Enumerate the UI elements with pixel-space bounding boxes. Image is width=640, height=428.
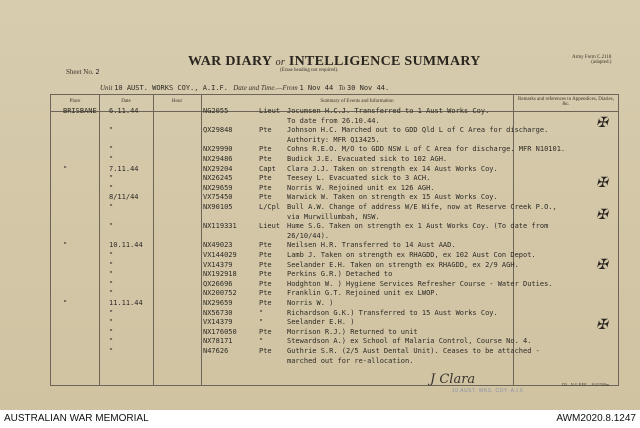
row-rank: Pte — [259, 270, 272, 279]
row-service-number: VX14379 — [203, 260, 233, 269]
row-date: " — [109, 279, 114, 288]
row-date: " — [109, 327, 114, 336]
row-service-number: NG2055 — [203, 107, 229, 115]
table-row — [51, 212, 618, 222]
row-rank: Lieut — [259, 107, 281, 115]
row-service-number: NX26245 — [203, 174, 233, 183]
table-row — [51, 135, 618, 145]
table-row — [51, 116, 618, 126]
unit-label: Unit — [100, 84, 113, 92]
unit-stamp: 10 AUST. WKS. COY. A.I.F. — [452, 388, 525, 394]
table-row — [51, 183, 618, 193]
row-service-number: NX29659 — [203, 299, 233, 307]
row-summary: Johnson H.C. Marched out to GDD Qld L of C Area for discharge. — [287, 126, 549, 135]
row-date: " — [109, 126, 114, 135]
table-row — [51, 269, 618, 279]
table-row — [51, 346, 618, 356]
row-rank: Pte — [259, 126, 272, 135]
row-date: 11.11.44 — [109, 299, 143, 307]
col-header-date: Date — [121, 99, 131, 104]
row-rank: Pte — [259, 327, 272, 336]
row-service-number: N47626 — [203, 347, 229, 355]
table-row — [51, 327, 618, 337]
signature: J Clara — [430, 372, 476, 387]
row-date: 10.11.44 — [109, 241, 143, 250]
row-summary: Teesey L. Evacuated sick to 3 ACH. — [287, 174, 431, 183]
table-row — [51, 173, 618, 183]
table-row — [51, 336, 618, 346]
table-row — [51, 308, 618, 318]
row-service-number: NX192918 — [203, 270, 237, 279]
remarks-initial-mark: ✠ — [596, 317, 608, 333]
row-service-number: NX78171 — [203, 337, 233, 346]
table-row — [51, 164, 618, 174]
row-summary: Cohns R.E.O. M/O to GDD NSW L of C Area for discharge. MFR N10101. — [287, 145, 566, 154]
row-date: " — [109, 174, 114, 183]
row-place: " — [63, 299, 68, 307]
remarks-initial-mark: ✠ — [596, 207, 608, 223]
row-rank: Pte — [259, 299, 272, 307]
unit-value: 10 AUST. WORKS COY., A.I.F. — [114, 84, 228, 92]
title-or: or — [275, 57, 286, 68]
row-date: " — [109, 337, 114, 346]
date-from-label: Date and Time.—From — [233, 84, 298, 92]
table-row — [51, 298, 618, 308]
row-date: 6.11.44 — [109, 107, 139, 115]
row-service-number: NX29990 — [203, 145, 233, 154]
row-rank: Lieut — [259, 222, 281, 231]
row-date: 8/11/44 — [109, 193, 139, 202]
table-row — [51, 356, 618, 366]
row-rank: Pte — [259, 241, 272, 250]
row-summary: To date from 26.10.44. — [287, 116, 380, 125]
row-summary: Seelander E.H. Taken on strength ex RHAGDD, ex 2/9 AGH. — [287, 260, 519, 269]
row-rank: Pte — [259, 251, 272, 259]
row-summary: Jocumsen H.C.J. Transferred to 1 Aust Works Coy. — [287, 107, 490, 115]
row-rank: Pte — [259, 174, 272, 183]
table-row — [51, 202, 618, 212]
army-form-sub: (adapted.) — [591, 60, 612, 65]
col-header-place: Place — [69, 99, 81, 104]
row-rank: Pte — [259, 145, 272, 154]
row-date: " — [109, 222, 114, 231]
row-place: " — [63, 164, 68, 173]
row-date: 7.11.44 — [109, 164, 139, 173]
table-row — [51, 250, 618, 260]
row-service-number: VX14379 — [203, 318, 233, 327]
row-summary: Franklin G.T. Rejoined unit ex LWOP. — [287, 289, 439, 298]
row-rank: Pte — [259, 155, 272, 163]
diary-table — [50, 94, 619, 386]
row-date: " — [109, 183, 114, 192]
row-summary: Hume S.G. Taken on strength ex 1 Aust Works Coy. (To date from — [287, 222, 549, 231]
erase-note: (Erase heading not required). — [280, 68, 339, 73]
row-summary: Morrison R.J.) Returned to unit — [287, 327, 418, 336]
row-service-number: QX26696 — [203, 279, 233, 288]
row-summary: Perkins G.R.) Detached to — [287, 270, 393, 279]
row-date: " — [109, 260, 114, 269]
row-summary: Guthrie S.R. (2/5 Aust Dental Unit). Ceases to be attached - — [287, 347, 540, 355]
row-rank: " — [259, 318, 264, 327]
remarks-initial-mark: ✠ — [596, 115, 608, 131]
row-place: " — [63, 241, 68, 250]
table-row — [51, 231, 618, 241]
table-row — [51, 106, 618, 116]
row-rank: Pte — [259, 183, 272, 192]
date-to-value: 30 Nov 44. — [346, 84, 390, 92]
table-row — [51, 317, 618, 327]
row-summary: Hodghton W. ) Hygiene Services Refresher Course - Water Duties. — [287, 279, 553, 288]
unit-date-line — [100, 84, 389, 92]
row-date: " — [109, 155, 114, 163]
sheet-number — [66, 68, 100, 76]
row-summary: Budick J.E. Evacuated sick to 102 AGH. — [287, 155, 448, 163]
row-date: " — [109, 145, 114, 154]
row-summary: Stewardson A.) ex School of Malaria Control, Course No. 4. — [287, 337, 532, 346]
printer-note: D3—N.G.P.P.E.—8/42/500m. — [562, 382, 611, 387]
date-to-label: To — [338, 84, 346, 92]
row-summary: 26/10/44). — [287, 231, 330, 240]
row-date: " — [109, 308, 114, 317]
row-summary: Richardson G.K.) Transferred to 15 Aust Works Coy. — [287, 308, 498, 317]
row-summary: Lamb J. Taken on strength ex RHAGDD, ex 102 Aust Con Depot. — [287, 251, 536, 259]
row-service-number: NX176050 — [203, 327, 237, 336]
row-summary: Clara J.J. Taken on strength ex 14 Aust Works Coy. — [287, 164, 498, 173]
row-date: " — [109, 347, 114, 355]
row-service-number: NX29659 — [203, 183, 233, 192]
row-service-number: VX75450 — [203, 193, 233, 202]
row-rank: L/Cpl — [259, 203, 281, 211]
row-summary: marched out for re-allocation. — [287, 356, 414, 365]
row-service-number: NX90105 — [203, 203, 233, 211]
row-summary: Warwick W. Taken on strength ex 15 Aust Works Coy. — [287, 193, 498, 202]
col-header-remarks: Remarks and references to Appendices, Diaries, &c. — [518, 97, 614, 107]
row-summary: Bull A.W. Change of address W/E Wife, now at Reserve Creek P.O., — [287, 203, 557, 211]
caption-source: AUSTRALIAN WAR MEMORIAL — [4, 413, 149, 424]
title-war-diary: WAR DIARY — [188, 54, 272, 69]
date-from-value: 1 Nov 44 — [299, 84, 334, 92]
row-rank: Pte — [259, 279, 272, 288]
row-date: " — [109, 270, 114, 279]
row-rank: Capt — [259, 164, 276, 173]
col-header-summary: Summary of Events and Information — [320, 99, 394, 104]
row-summary: Authority: MFR Q13425. — [287, 135, 380, 144]
army-form-number: Army Form C.2118 — [572, 55, 612, 60]
table-row — [51, 144, 618, 154]
table-row — [51, 260, 618, 270]
army-form-label — [572, 55, 611, 65]
sheet-no-value: 2 — [95, 68, 100, 76]
row-service-number: NX200752 — [203, 289, 237, 298]
row-service-number: NX49023 — [203, 241, 233, 250]
table-row — [51, 192, 618, 202]
row-date: " — [109, 318, 114, 327]
row-rank: " — [259, 337, 264, 346]
row-summary: Seelander E.H. ) — [287, 318, 355, 327]
row-rank: Pte — [259, 193, 272, 202]
table-row — [51, 240, 618, 250]
row-summary: via Murwillumbah, NSW. — [287, 212, 380, 221]
col-header-hour: Hour — [171, 99, 183, 104]
table-row — [51, 125, 618, 135]
table-row — [51, 279, 618, 289]
row-service-number: NX119331 — [203, 222, 237, 231]
row-rank: Pte — [259, 260, 272, 269]
row-rank: Pte — [259, 347, 272, 355]
table-row — [51, 221, 618, 231]
row-service-number: QX29848 — [203, 126, 233, 135]
row-summary: Norris W. Rejoined unit ex 126 AGH. — [287, 183, 435, 192]
table-row — [51, 154, 618, 164]
row-summary: Neilsen H.R. Transferred to 14 Aust AAD. — [287, 241, 456, 250]
remarks-initial-mark: ✠ — [596, 175, 608, 191]
row-place: BRISBANE — [63, 107, 97, 115]
remarks-initial-mark: ✠ — [596, 257, 608, 273]
row-date: " — [109, 289, 114, 298]
row-service-number: NX29486 — [203, 155, 233, 163]
row-service-number: NX29204 — [203, 164, 233, 173]
row-date: " — [109, 251, 114, 259]
title-intelligence-summary: INTELLIGENCE SUMMARY — [288, 54, 481, 69]
row-date: " — [109, 203, 114, 211]
row-summary: Norris W. ) — [287, 299, 334, 307]
table-row — [51, 288, 618, 298]
row-service-number: NX56730 — [203, 308, 233, 317]
row-rank: " — [259, 308, 264, 317]
sheet-no-label: Sheet No. — [66, 68, 94, 76]
caption-accession: AWM2020.8.1247 — [556, 413, 636, 424]
row-service-number: VX144029 — [203, 251, 237, 259]
row-rank: Pte — [259, 289, 272, 298]
